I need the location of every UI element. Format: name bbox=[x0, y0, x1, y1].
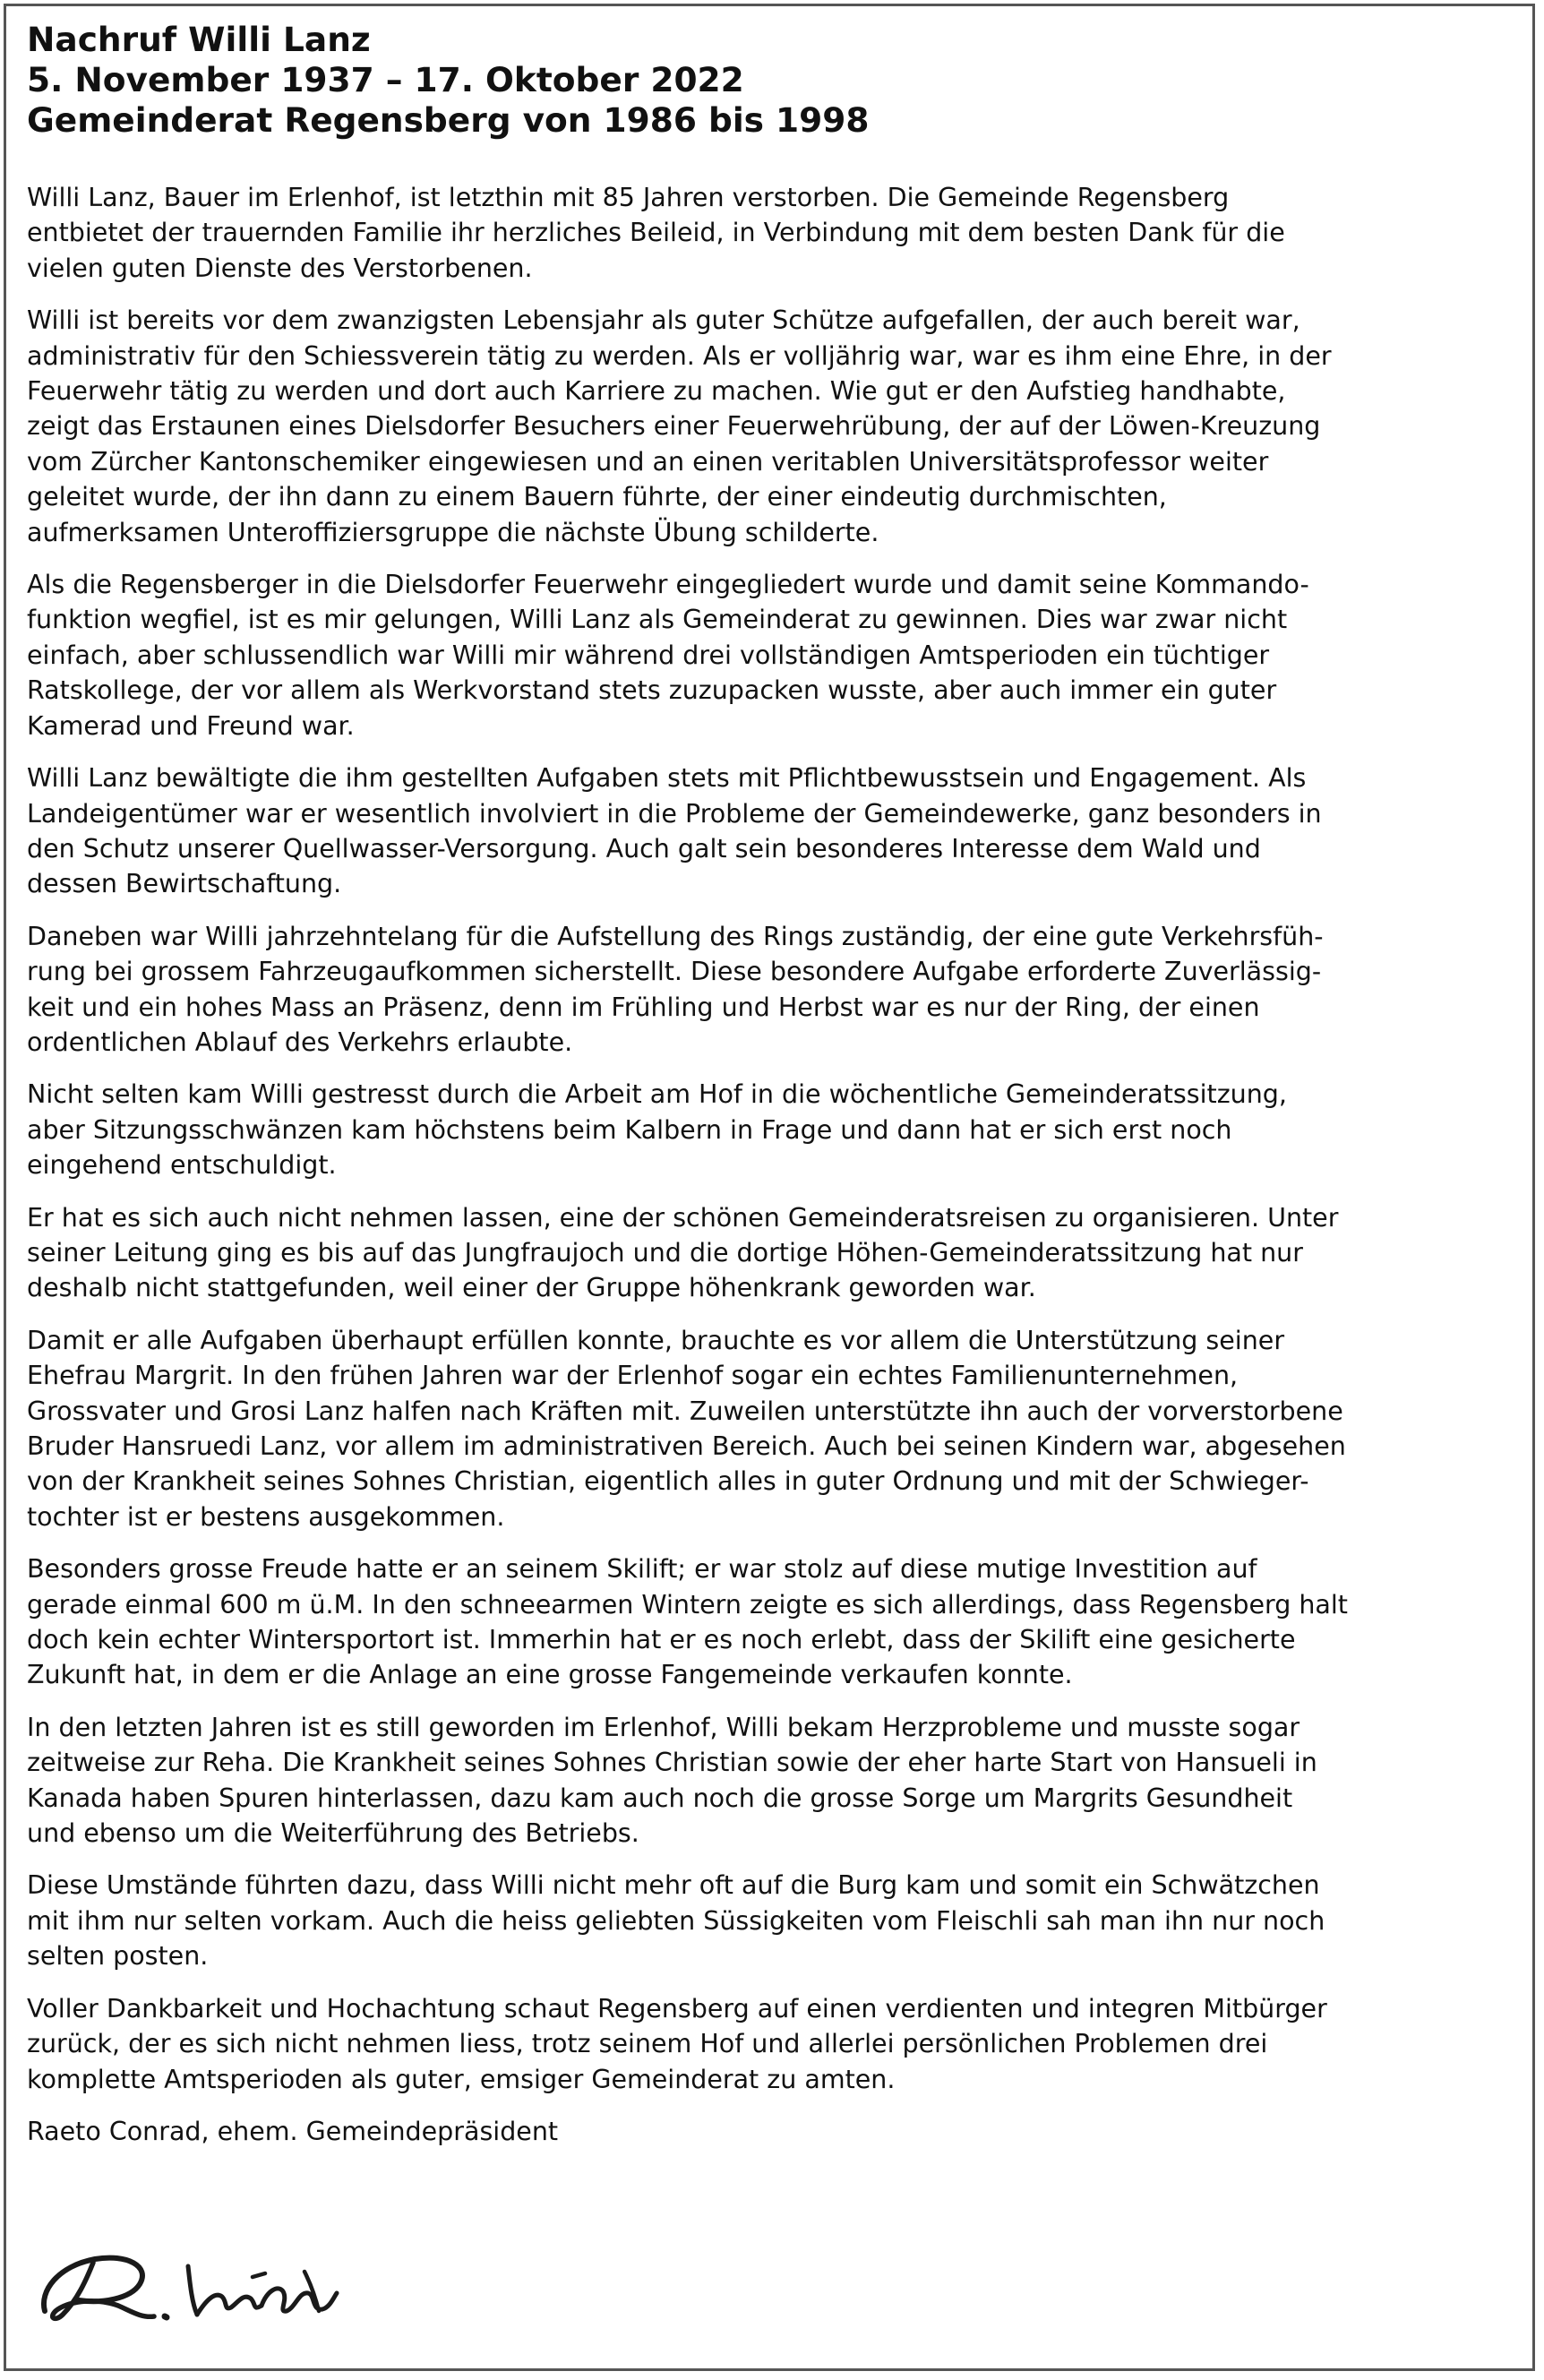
obituary-content bbox=[27, 20, 1514, 2149]
paragraph-8: Damit er alle Aufgaben überhaupt erfüllen konnte, brauchte es vor allem die Unterstützung seiner Ehefrau Margrit. In den frühen Jahren war der Erlenhof sogar ein echtes Familienunternehmen, Grossvater und Grosi Lanz halfen nach Kräften mit. Zuweilen unterstützte ihn auch der vorverstorbene Bruder Hansruedi Lanz, vor allem im administrativen Bereich. Auch bei seinen Kindern war, abgesehen von der Krankheit seines Sohnes Christian, eigentlich alles in guter Ordnung und mit der Schwieger- tochter ist er bestens ausgekommen. bbox=[27, 1325, 1346, 1532]
author-signature-line: Raeto Conrad, ehem. Gemeindepräsident bbox=[27, 2116, 559, 2146]
obituary-heading bbox=[27, 20, 1514, 141]
paragraph-5: Daneben war Willi jahrzehntelang für die Aufstellung des Rings zuständig, der eine gute Verkehrsfüh- rung bei grossem Fahrzeugaufkommen sicherstellt. Diese besondere Aufgabe erforderte Zuverlässig- keit und ein hohes Mass an Präsenz, denn im Frühling und Herbst war es nur der Ring, der einen ordentlichen Ablauf des Verkehrs erlaubte. bbox=[27, 921, 1324, 1057]
paragraph-10: In den letzten Jahren ist es still geworden im Erlenhof, Willi bekam Herzprobleme und musste sogar zeitweise zur Reha. Die Krankheit seines Sohnes Christian sowie der eher harte Start von Hansueli in Kanada haben Spuren hinterlassen, dazu kam auch noch die grosse Sorge um Margrits Gesundheit und ebenso um die Weiterführung des Betriebs. bbox=[27, 1712, 1317, 1849]
heading-life-dates: 5. November 1937 – 17. Oktober 2022 bbox=[27, 60, 744, 99]
heading-title: Nachruf Willi Lanz bbox=[27, 20, 371, 59]
paragraph-9: Besonders grosse Freude hatte er an seinem Skilift; er war stolz auf diese mutige Investition auf gerade einmal 600 m ü.M. In den schneearmen Wintern zeigte es sich allerdings, dass Regensberg halt doch kein echter Wintersportort ist. Immerhin hat er es noch erlebt, dass der Skilift eine gesicherte Zukunft hat, in dem er die Anlage an eine grosse Fangemeinde verkaufen konnte. bbox=[27, 1554, 1348, 1690]
paragraph-4: Willi Lanz bewältigte die ihm gestellten Aufgaben stets mit Pflichtbewusstsein und Engagement. Als Landeigentümer war er wesentlich involviert in die Probleme der Gemeindewerke, ganz besonders in den Schutz unserer Quellwasser-Versorgung. Auch galt sein besonderes Interesse dem Wald und dessen Bewirtschaftung. bbox=[27, 763, 1322, 899]
handwritten-signature bbox=[30, 2229, 353, 2336]
paragraph-11: Diese Umstände führten dazu, dass Willi nicht mehr oft auf die Burg kam und somit ein Schwätzchen mit ihm nur selten vorkam. Auch die heiss geliebten Süssigkeiten vom Fleischli sah man ihn nur noch selten posten. bbox=[27, 1870, 1325, 1972]
paragraph-3: Als die Regensberger in die Dielsdorfer Feuerwehr eingegliedert wurde und damit seine Kommando- funktion wegfiel, ist es mir gelungen, Willi Lanz als Gemeinderat zu gewinnen. Dies war zwar nicht einfach, aber schlussendlich war Willi mir während drei vollständigen Amtsperioden ein tüchtiger Ratskollege, der vor allem als Werkvorstand stets zuzupacken wusste, aber auch immer ein guter Kamerad und Freund war. bbox=[27, 570, 1309, 741]
paragraph-1: Willi Lanz, Bauer im Erlenhof, ist letzthin mit 85 Jahren verstorben. Die Gemeinde Regensberg entbietet der trauernden Familie ihr herzliches Beileid, in Verbindung mit dem besten Dank für die vielen guten Dienste des Verstorbenen. bbox=[27, 183, 1285, 283]
heading-office-term: Gemeinderat Regensberg von 1986 bis 1998 bbox=[27, 100, 870, 140]
paragraph-2: Willi ist bereits vor dem zwanzigsten Lebensjahr als guter Schütze aufgefallen, der auch bereit war, administrativ für den Schiessverein tätig zu werden. Als er volljährig war, war es ihm eine Ehre, in der Feuerwehr tätig zu werden und dort auch Karriere zu machen. Wie gut er den Aufstieg handhabte, zeigt das Erstaunen eines Dielsdorfer Besuchers einer Feuerwehrübung, der auf der Löwen-Kreuzung vom Zürcher Kantonschemiker eingewiesen und an einen veritablen Universitätsprofessor weiter geleitet wurde, der ihn dann zu einem Bauern führte, der einer eindeutig durchmischten, aufmerksamen Unteroffiziersgruppe die nächste Übung schilderte. bbox=[27, 305, 1332, 547]
paragraph-12: Voller Dankbarkeit und Hochachtung schaut Regensberg auf einen verdienten und integren Mitbürger zurück, der es sich nicht nehmen liess, trotz seinem Hof und allerlei persönlichen Problemen drei komplette Amtsperioden als guter, emsiger Gemeinderat zu amten. bbox=[27, 1993, 1327, 2094]
paragraph-6: Nicht selten kam Willi gestresst durch die Arbeit am Hof in die wöchentliche Gemeinderatssitzung, aber Sitzungsschwänzen kam höchstens beim Kalbern in Frage und dann hat er sich erst noch eingehend entschuldigt. bbox=[27, 1079, 1287, 1181]
signature-strokes bbox=[44, 2258, 337, 2319]
paragraph-7: Er hat es sich auch nicht nehmen lassen, eine der schönen Gemeinderatsreisen zu organisieren. Unter seiner Leitung ging es bis auf das Jungfraujoch und die dortige Höhen-Gemeinderatssitzung hat nur deshalb nicht stattgefunden, weil einer der Gruppe höhenkrank geworden war. bbox=[27, 1202, 1339, 1303]
